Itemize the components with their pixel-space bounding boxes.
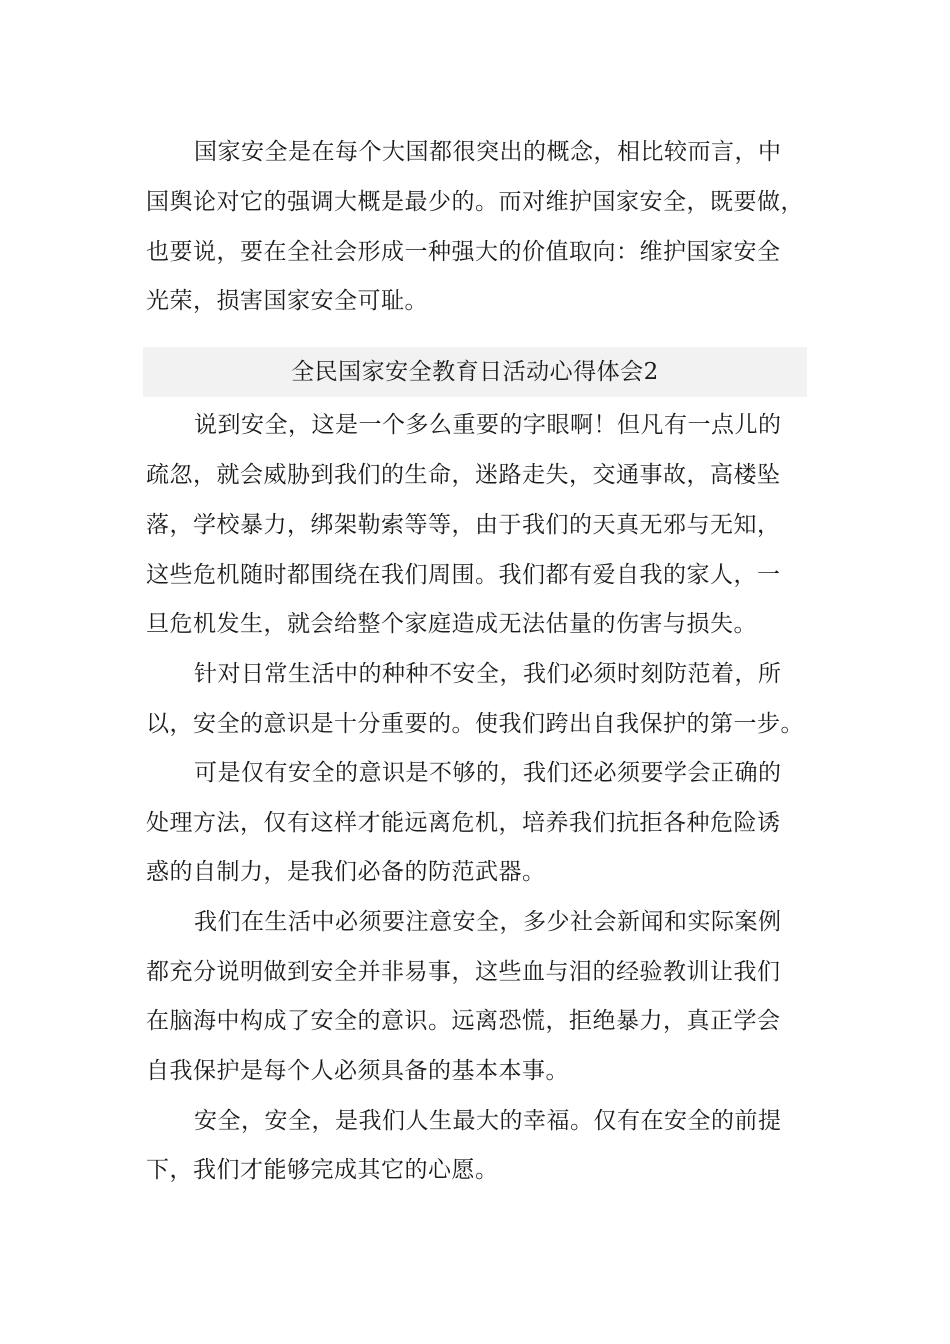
intro-line: 国舆论对它的强调大概是最少的。而对维护国家安全，既要做， [146, 189, 804, 215]
paragraph-line: 处理方法，仅有这样才能远离危机，培养我们抗拒各种危险诱 [146, 810, 781, 836]
paragraph-line: 可是仅有安全的意识是不够的，我们还必须要学会正确的 [194, 760, 782, 786]
paragraph-line: 在脑海中构成了安全的意识。远离恐慌，拒绝暴力，真正学会 [146, 1008, 781, 1034]
paragraph-line: 都充分说明做到安全并非易事，这些血与泪的经验教训让我们 [146, 959, 781, 985]
paragraph-line: 针对日常生活中的种种不安全，我们必须时刻防范着，所 [194, 661, 782, 687]
paragraph-line: 疏忽，就会威胁到我们的生命，迷路走失，交通事故，高楼坠 [146, 462, 781, 488]
paragraph-line: 惑的自制力，是我们必备的防范武器。 [146, 859, 546, 885]
paragraph-line: 这些危机随时都围绕在我们周围。我们都有爱自我的家人，一 [146, 562, 781, 588]
intro-line: 也要说，要在全社会形成一种强大的价值取向：维护国家安全 [146, 239, 781, 265]
intro-line: 国家安全是在每个大国都很突出的概念，相比较而言，中 [194, 139, 782, 165]
paragraph-line: 下，我们才能够完成其它的心愿。 [146, 1157, 499, 1183]
section-heading: 全民国家安全教育日活动心得体会2 [291, 359, 659, 385]
paragraph-line: 以，安全的意识是十分重要的。使我们跨出自我保护的第一步。 [146, 711, 804, 737]
paragraph-line: 我们在生活中必须要注意安全，多少社会新闻和实际案例 [194, 909, 782, 935]
paragraph-line: 自我保护是每个人必须具备的基本本事。 [146, 1058, 569, 1084]
intro-line: 光荣，损害国家安全可耻。 [146, 288, 428, 314]
paragraph-line: 落，学校暴力，绑架勒索等等，由于我们的天真无邪与无知， [146, 512, 781, 538]
paragraph-line: 安全，安全，是我们人生最大的幸福。仅有在安全的前提 [194, 1108, 782, 1134]
paragraph-line: 说到安全，这是一个多么重要的字眼啊！但凡有一点儿的 [194, 412, 782, 438]
paragraph-line: 旦危机发生，就会给整个家庭造成无法估量的伤害与损失。 [146, 611, 757, 637]
